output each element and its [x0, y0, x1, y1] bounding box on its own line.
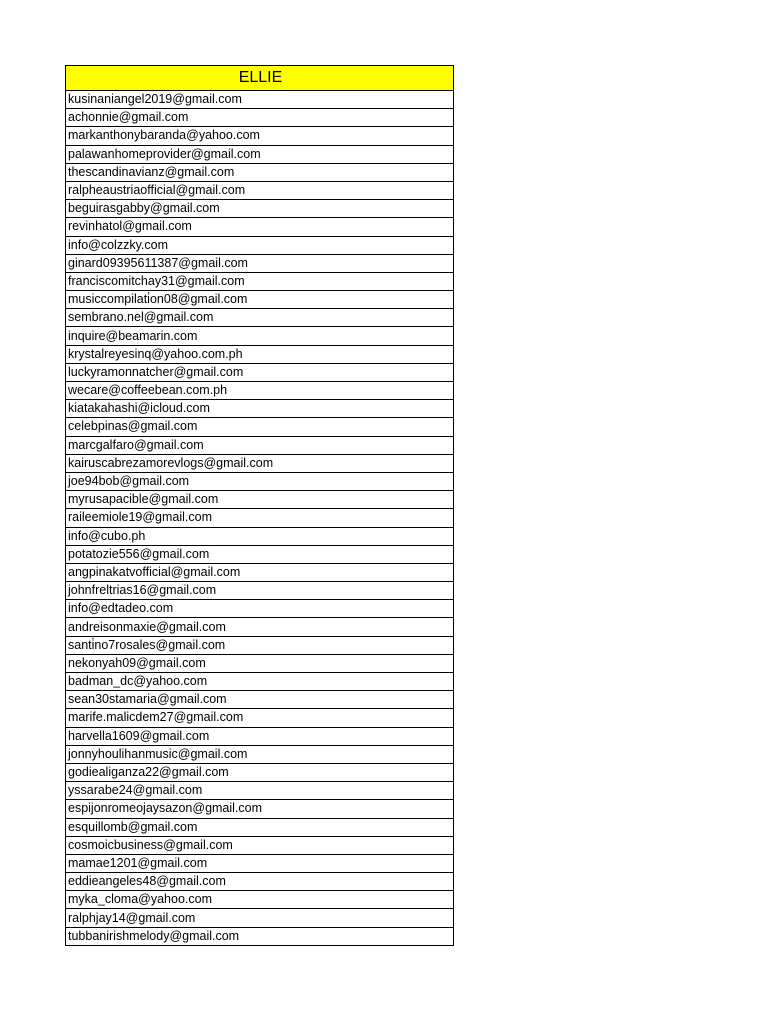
email-cell[interactable]: thescandinavianz@gmail.com: [66, 163, 454, 181]
email-cell[interactable]: santi̇no7rosales@gmail.com: [66, 636, 454, 654]
header-row: [66, 66, 454, 91]
email-cell[interactable]: krystalreyesinq@yahoo.com.ph: [66, 345, 454, 363]
table-row: [66, 418, 454, 436]
email-cell[interactable]: nekonyah09@gmail.com: [66, 654, 454, 672]
email-cell[interactable]: achonnie@gmail.com: [66, 109, 454, 127]
table-row: [66, 527, 454, 545]
email-cell[interactable]: inquire@beamarin.com: [66, 327, 454, 345]
email-cell[interactable]: eddieangeles48@gmail.com: [66, 873, 454, 891]
email-cell[interactable]: markanthonybaranda@yahoo.com: [66, 127, 454, 145]
email-cell[interactable]: franciscomitchay31@gmail.com: [66, 272, 454, 290]
email-cell[interactable]: myrusapacible@gmail.com: [66, 491, 454, 509]
table-row: [66, 800, 454, 818]
table-row: [66, 836, 454, 854]
email-cell[interactable]: sembrano.nel@gmail.com: [66, 309, 454, 327]
email-cell[interactable]: angpinakatvofficial@gmail.com: [66, 563, 454, 581]
table-row: [66, 127, 454, 145]
email-cell[interactable]: jonnyhoulihanmusic@gmail.com: [66, 745, 454, 763]
email-cell[interactable]: godiealiganza22@gmail.com: [66, 763, 454, 781]
email-cell[interactable]: harvella1609@gmail.com: [66, 727, 454, 745]
table-row: [66, 436, 454, 454]
email-cell[interactable]: marife.malicdem27@gmail.com: [66, 709, 454, 727]
email-cell[interactable]: cosmoicbusiness@gmail.com: [66, 836, 454, 854]
email-cell[interactable]: potatozie556@gmail.com: [66, 545, 454, 563]
email-cell[interactable]: ginard09395611387@gmail.com: [66, 254, 454, 272]
email-cell[interactable]: yssarabe24@gmail.com: [66, 782, 454, 800]
email-cell[interactable]: esquillomb@gmail.com: [66, 818, 454, 836]
table-row: [66, 200, 454, 218]
table-row: [66, 218, 454, 236]
table-row: [66, 818, 454, 836]
email-cell[interactable]: ralphjay14@gmail.com: [66, 909, 454, 927]
table-row: [66, 727, 454, 745]
email-cell[interactable]: luckyramonnatcher@gmail.com: [66, 363, 454, 381]
email-cell[interactable]: raileemiole19@gmail.com: [66, 509, 454, 527]
table-row: [66, 927, 454, 945]
email-cell[interactable]: badman_dc@yahoo.com: [66, 673, 454, 691]
table-row: [66, 309, 454, 327]
table-row: [66, 181, 454, 199]
table-row: [66, 163, 454, 181]
table-row: [66, 472, 454, 490]
table-row: [66, 909, 454, 927]
email-cell[interactable]: musiccompilati̇on08@gmail.com: [66, 291, 454, 309]
table-row: [66, 382, 454, 400]
email-cell[interactable]: andreisonmaxie@gmail.com: [66, 618, 454, 636]
table-row: [66, 673, 454, 691]
email-cell[interactable]: info@cubo.ph: [66, 527, 454, 545]
table-row: [66, 327, 454, 345]
table-row: [66, 400, 454, 418]
table-row: [66, 745, 454, 763]
table-row: [66, 654, 454, 672]
email-cell[interactable]: kusinaniangel2019@gmail.com: [66, 91, 454, 109]
email-cell[interactable]: celebpinas@gmail.com: [66, 418, 454, 436]
table-row: [66, 618, 454, 636]
table-row: [66, 236, 454, 254]
table-row: [66, 891, 454, 909]
email-cell[interactable]: espijonromeojaysazon@gmail.com: [66, 800, 454, 818]
table-row: [66, 545, 454, 563]
table-row: [66, 145, 454, 163]
table-row: [66, 509, 454, 527]
table-row: [66, 454, 454, 472]
email-cell[interactable]: wecare@coffeebean.com.ph: [66, 382, 454, 400]
table-row: [66, 345, 454, 363]
email-cell[interactable]: myka_cloma@yahoo.com: [66, 891, 454, 909]
table-row: [66, 91, 454, 109]
table-row: [66, 582, 454, 600]
email-cell[interactable]: info@edtadeo.com: [66, 600, 454, 618]
email-cell[interactable]: palawanhomeprovider@gmail.com: [66, 145, 454, 163]
email-list-table: [65, 65, 454, 946]
email-cell[interactable]: info@colzzky.com: [66, 236, 454, 254]
email-cell[interactable]: marcgalfaro@gmail.com: [66, 436, 454, 454]
table-row: [66, 691, 454, 709]
email-cell[interactable]: beguirasgabby@gmail.com: [66, 200, 454, 218]
table-row: [66, 363, 454, 381]
table-row: [66, 709, 454, 727]
email-cell[interactable]: kiatakahashi@icloud.com: [66, 400, 454, 418]
email-cell[interactable]: joe94bob@gmail.com: [66, 472, 454, 490]
table-row: [66, 763, 454, 781]
table-row: [66, 636, 454, 654]
table-row: [66, 873, 454, 891]
email-cell[interactable]: johnfreltrias16@gmail.com: [66, 582, 454, 600]
table-row: [66, 272, 454, 290]
email-cell[interactable]: tubbanirishmelody@gmail.com: [66, 927, 454, 945]
email-cell[interactable]: ralpheaustriaofficial@gmail.com: [66, 181, 454, 199]
email-cell[interactable]: mamae1201@gmail.com: [66, 854, 454, 872]
table-row: [66, 109, 454, 127]
email-rows: [66, 91, 454, 946]
table-row: [66, 563, 454, 581]
email-cell[interactable]: kairuscabrezamorevlogs@gmail.com: [66, 454, 454, 472]
table-row: [66, 854, 454, 872]
email-cell[interactable]: sean30stamaria@gmail.com: [66, 691, 454, 709]
table-row: [66, 491, 454, 509]
table-row: [66, 782, 454, 800]
table-row: [66, 600, 454, 618]
email-cell[interactable]: revinhatol@gmail.com: [66, 218, 454, 236]
column-header-ellie[interactable]: ELLIE: [66, 66, 454, 91]
table-row: [66, 291, 454, 309]
table-row: [66, 254, 454, 272]
